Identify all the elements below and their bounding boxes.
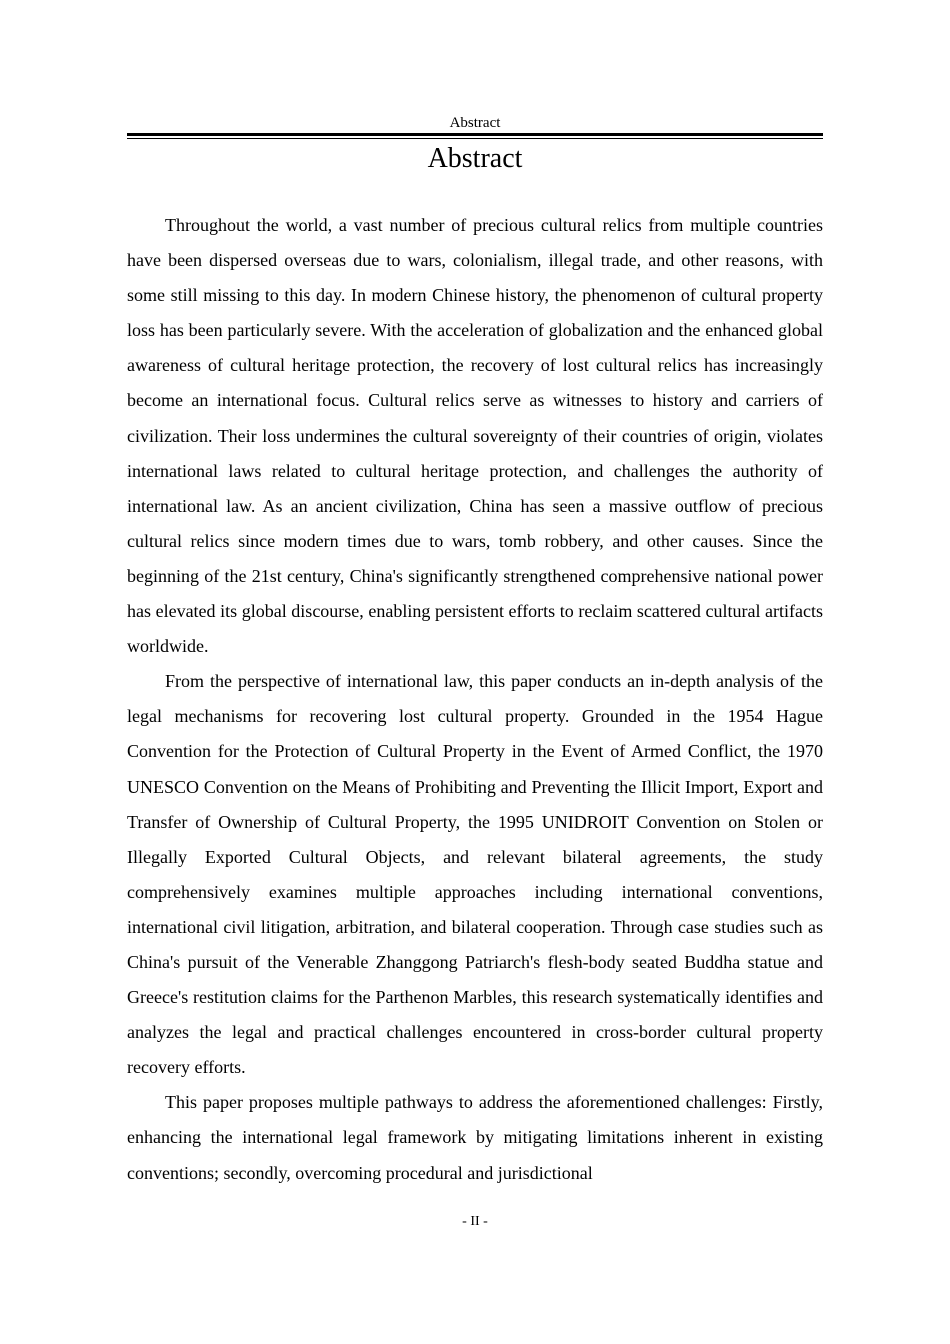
running-header: Abstract: [449, 115, 501, 131]
header-rule-thick: [127, 133, 823, 136]
paragraph-1: Throughout the world, a vast number of precious cultural relics from multiple countries have been dispersed overseas due to wars, colonialism, illegal trade, and other reasons, with some still missing to this day. In modern Chinese history, the phenomenon of cultural property loss has been particularly severe. With the acceleration of globalization and the enhanced global awareness of cultural heritage protection, the recovery of lost cultural relics has increasingly become an international focus. Cultural relics serve as witnesses to history and carriers of civilization. Their loss undermines the cultural sovereignty of their countries of origin, violates international laws related to cultural heritage protection, and challenges the authority of international law. As an ancient civilization, China has seen a massive outflow of precious cultural relics since modern times due to wars, tomb robbery, and other causes. Since the beginning of the 21st century, China's significantly strengthened comprehensive national power has elevated its global discourse, enabling persistent efforts to reclaim scattered cultural artifacts worldwide.: [127, 215, 823, 657]
page-number: - II -: [462, 1214, 488, 1229]
paragraph-3: This paper proposes multiple pathways to address the aforementioned challenges: Firstly, enhancing the international legal framework by mitigating limitations inherent in existing conventions; secondly, overcoming procedural and jurisdictional: [127, 1092, 823, 1183]
paragraph-2: From the perspective of international law, this paper conducts an in-depth analysis of the legal mechanisms for recovering lost cultural property. Grounded in the 1954 Hague Convention for the Protection of Cultural Property in the Event of Armed Conflict, the 1970 UNESCO Convention on the Means of Prohibiting and Preventing the Illicit Import, Export and Transfer of Ownership of Cultural Property, the 1995 UNIDROIT Convention on Stolen or Illegally Exported Cultural Objects, and relevant bilateral agreements, the study comprehensively examines multiple approaches including international conventions, international civil litigation, arbitration, and bilateral cooperation. Through case studies such as China's pursuit of the Venerable Zhanggong Patriarch's flesh-body seated Buddha statue and Greece's restitution claims for the Parthenon Marbles, this research systematically identifies and analyzes the legal and practical challenges encountered in cross-border cultural property recovery efforts.: [127, 671, 823, 1078]
page-title: Abstract: [427, 143, 523, 174]
abstract-body: [127, 208, 823, 1191]
header-rule-thin: [127, 138, 823, 139]
